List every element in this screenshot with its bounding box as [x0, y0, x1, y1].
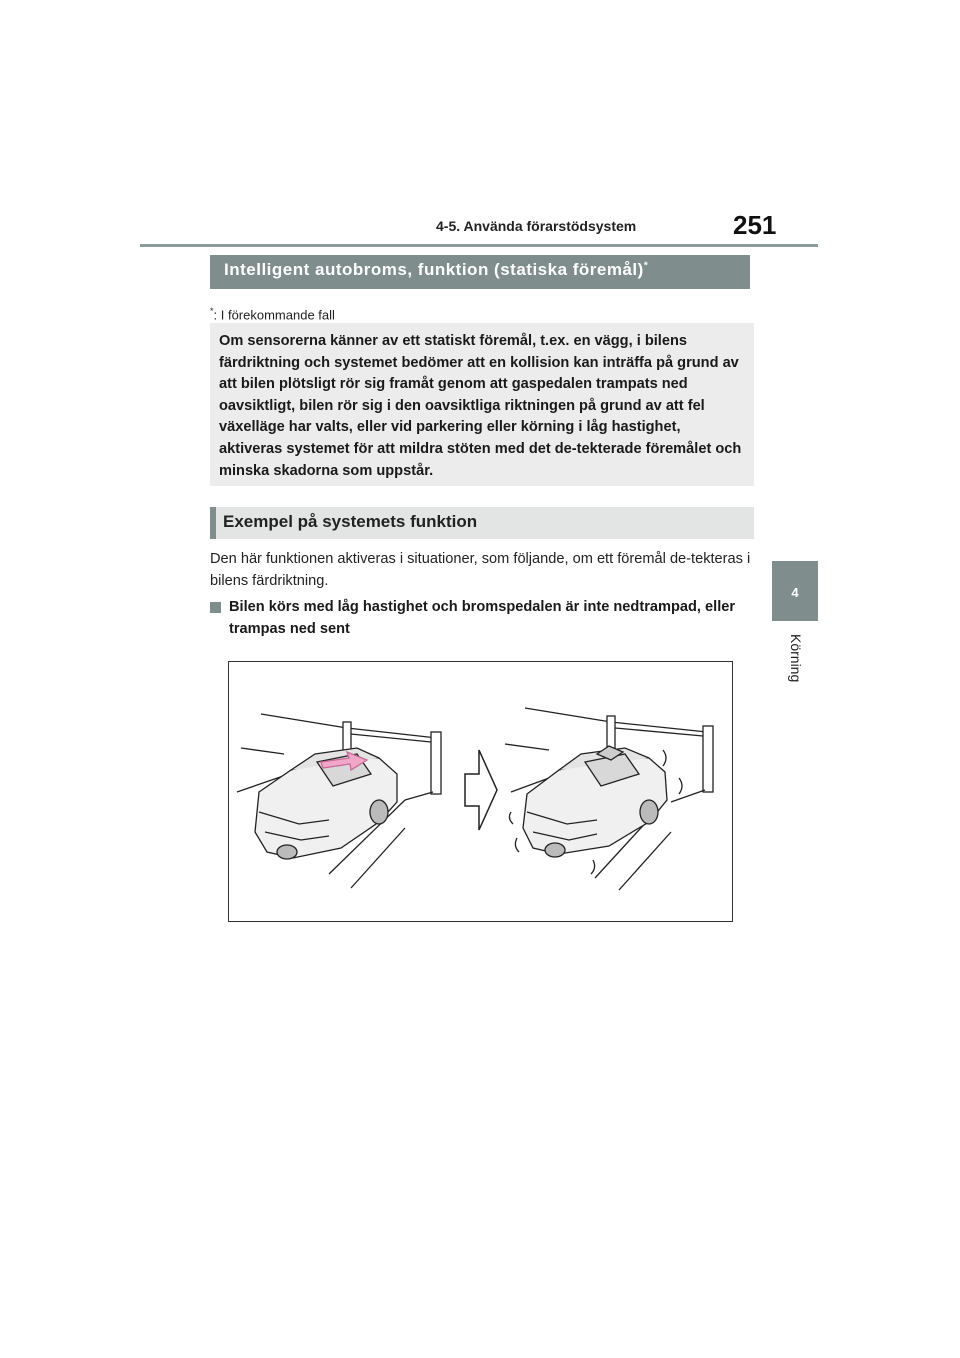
topic-title-text: Intelligent autobroms, funktion (statiska föremål) [224, 260, 644, 279]
topic-title [224, 260, 648, 280]
chapter-label [786, 634, 806, 694]
chapter-label-text: Körning [788, 634, 804, 683]
section-title: 4-5. Använda förarstödsystem [436, 218, 637, 234]
body-paragraph: Den här funktionen aktiveras i situationer, som följande, om ett föremål de-tekteras i bilens färdriktning. [210, 551, 751, 589]
illustration-svg [229, 662, 732, 921]
subsection-heading: Exempel på systemets funktion [223, 512, 478, 531]
title-footnote-marker: * [643, 260, 649, 272]
bullet-heading: Bilen körs med låg hastighet och bromspedalen är inte nedtrampad, eller trampas ned sent [229, 599, 736, 637]
summary-box [210, 323, 754, 486]
footnote [210, 306, 335, 322]
car-braking-at-wall [505, 708, 713, 890]
subsection-accent [210, 507, 216, 539]
chapter-tab[interactable] [772, 561, 818, 621]
subsection-bar [210, 507, 754, 539]
footnote-marker: * [210, 306, 214, 316]
page-number: 251 [733, 210, 777, 240]
summary-text: Om sensorerna känner av ett statiskt föremål, t.ex. en vägg, i bilens färdriktning och systemet bedömer att en kollision kan inträffa på grund av att bilen plötsligt rör sig framåt genom att gaspedalen trampats ned oavsiktligt, bilen rör sig i den oavsiktliga riktningen på grund av att fel växelläge har valts, eller vid parkering eller körning i låg hastighet, aktiveras systemet för att mildra stöten med det de-tekterade föremålet och minska skadorna som uppstår. [219, 333, 742, 479]
bullet-square-icon [210, 602, 221, 613]
topic-title-bar [210, 255, 750, 289]
footnote-text: : I förekommande fall [213, 307, 335, 323]
car-approaching-wall [237, 714, 441, 888]
header-divider [140, 244, 818, 247]
chapter-number: 4 [791, 585, 799, 600]
illustration-frame [228, 661, 733, 922]
transition-arrow-icon [465, 750, 497, 830]
